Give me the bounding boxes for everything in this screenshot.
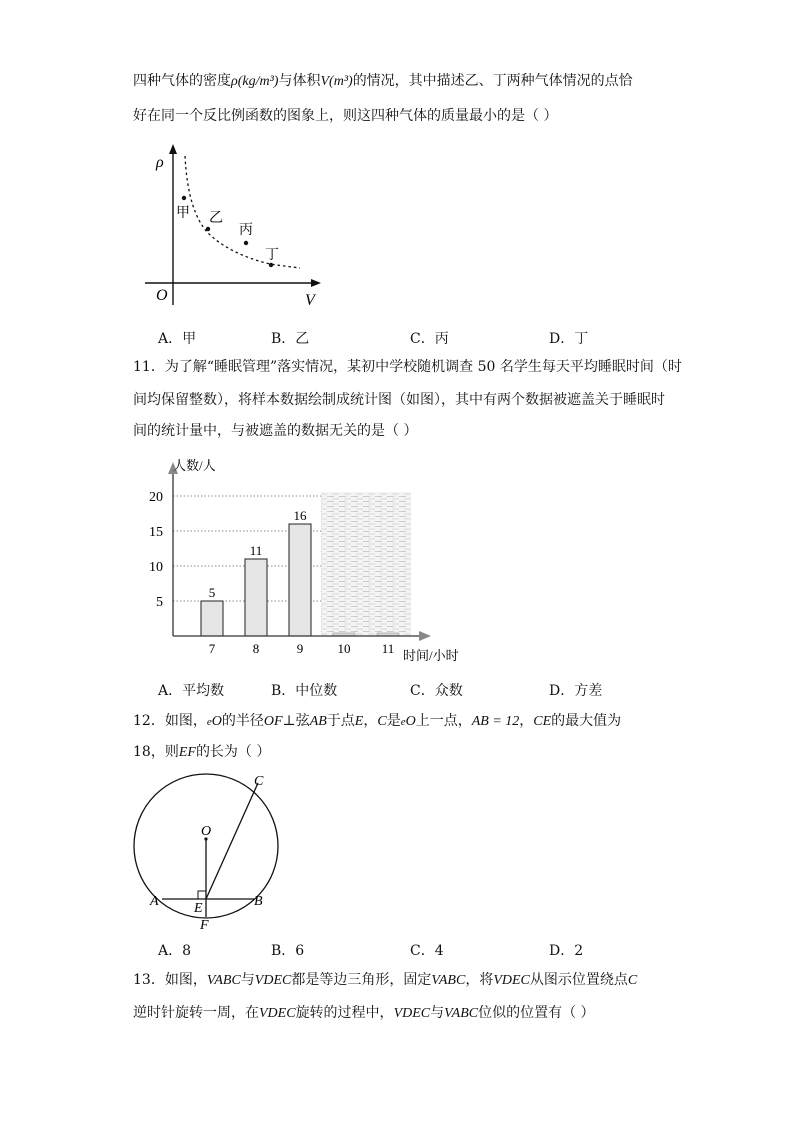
label-b: B (254, 894, 263, 909)
point-yi (206, 227, 210, 231)
y-tick-label: 5 (156, 595, 163, 610)
x-axis-label: V (305, 292, 315, 309)
chart-x-axis-arrow (419, 631, 431, 641)
q12-line2: 18，则EF的长为（ ） (133, 744, 271, 760)
q11-line1: 11．为了解“睡眠管理”落实情况，某初中学校随机调查 50 名学生每天平均睡眠时间（时 (133, 359, 682, 375)
x-tick-label: 8 (252, 641, 260, 656)
label-bing: 丙 (239, 223, 253, 238)
label-o: O (201, 824, 212, 839)
chart-x-axis-title: 时间/小时 (403, 648, 459, 663)
y-axis-arrow (169, 144, 177, 154)
chart-y-axis-title: 人数/人 (173, 458, 216, 473)
label-jia: 甲 (176, 206, 190, 221)
q10-line2: 好在同一个反比例函数的图象上，则这四种气体的质量最小的是（ ） (133, 108, 558, 124)
q12-option-d[interactable]: D．2 (549, 943, 584, 959)
q11-option-c[interactable]: C．众数 (410, 683, 463, 699)
y-tick-label: 20 (149, 490, 163, 505)
bar-9 (289, 524, 311, 636)
point-bing (244, 241, 248, 245)
q12-option-a[interactable]: A．8 (158, 943, 192, 959)
bar-8 (245, 559, 267, 636)
label-a: A (150, 894, 159, 909)
x-tick-label: 7 (208, 641, 216, 656)
q13-line1: 13．如图，VABC与VDEC都是等边三角形，固定VABC，将VDEC从图示位置绕点C (133, 972, 638, 988)
x-tick-label: 11 (381, 641, 395, 656)
circle-symbol: e (400, 716, 406, 728)
label-f: F (200, 918, 209, 933)
y-tick-label: 10 (149, 560, 163, 575)
q10-option-c[interactable]: C．丙 (410, 331, 449, 347)
circle-symbol: e (206, 716, 212, 728)
q10-option-a[interactable]: A．甲 (158, 331, 197, 347)
q11-option-d[interactable]: D．方差 (549, 683, 603, 699)
rho-symbol: ρ (231, 74, 238, 89)
origin-label: O (156, 287, 168, 304)
right-angle-mark (198, 891, 206, 899)
q12-circle-figure (130, 770, 290, 935)
label-c: C (254, 774, 264, 789)
q12-line1: 12．如图，eO的半径OF⊥弦AB于点E，C是eO上一点，AB = 12，CE的最大值为 (133, 713, 622, 729)
point-jia (182, 196, 186, 200)
x-axis-arrow (311, 279, 321, 287)
q11-option-b[interactable]: B．中位数 (271, 683, 338, 699)
q12-option-c[interactable]: C．4 (410, 943, 444, 959)
x-tick-label: 10 (337, 641, 351, 656)
q11-option-a[interactable]: A．平均数 (158, 683, 225, 699)
data-label: 5 (208, 585, 216, 600)
bar-7 (201, 601, 223, 636)
label-yi: 乙 (209, 211, 223, 226)
q11-line3: 间的统计量中，与被遮盖的数据无关的是（ ） (133, 423, 418, 439)
covered-data-mask (321, 492, 411, 636)
q13-line2: 逆时针旋转一周，在VDEC旋转的过程中，VDEC与VABC位似的位置有（ ） (133, 1005, 595, 1021)
y-axis-label: ρ (156, 154, 164, 171)
q10-option-d[interactable]: D．丁 (549, 331, 589, 347)
label-e: E (194, 901, 203, 916)
sleep-time-bar-chart (135, 450, 475, 665)
data-label: 16 (293, 508, 307, 523)
inverse-curve (185, 156, 300, 268)
x-tick-label: 9 (296, 641, 304, 656)
data-label: 11 (249, 543, 263, 558)
point-ding (269, 263, 273, 267)
segment-ce (206, 783, 258, 899)
q10-density-volume-graph (135, 140, 325, 310)
label-ding: 丁 (265, 248, 279, 263)
q12-option-b[interactable]: B．6 (271, 943, 305, 959)
q11-line2: 间均保留整数），将样本数据绘制成统计图（如图），其中有两个数据被遮盖关于睡眠时 (133, 392, 665, 408)
y-tick-label: 15 (149, 525, 163, 540)
q10-line1: 四种气体的密度ρ(kg/m³)与体积V(m³)的情况，其中描述乙、丁两种气体情况的点恰 (133, 73, 633, 89)
q10-option-b[interactable]: B．乙 (271, 331, 310, 347)
